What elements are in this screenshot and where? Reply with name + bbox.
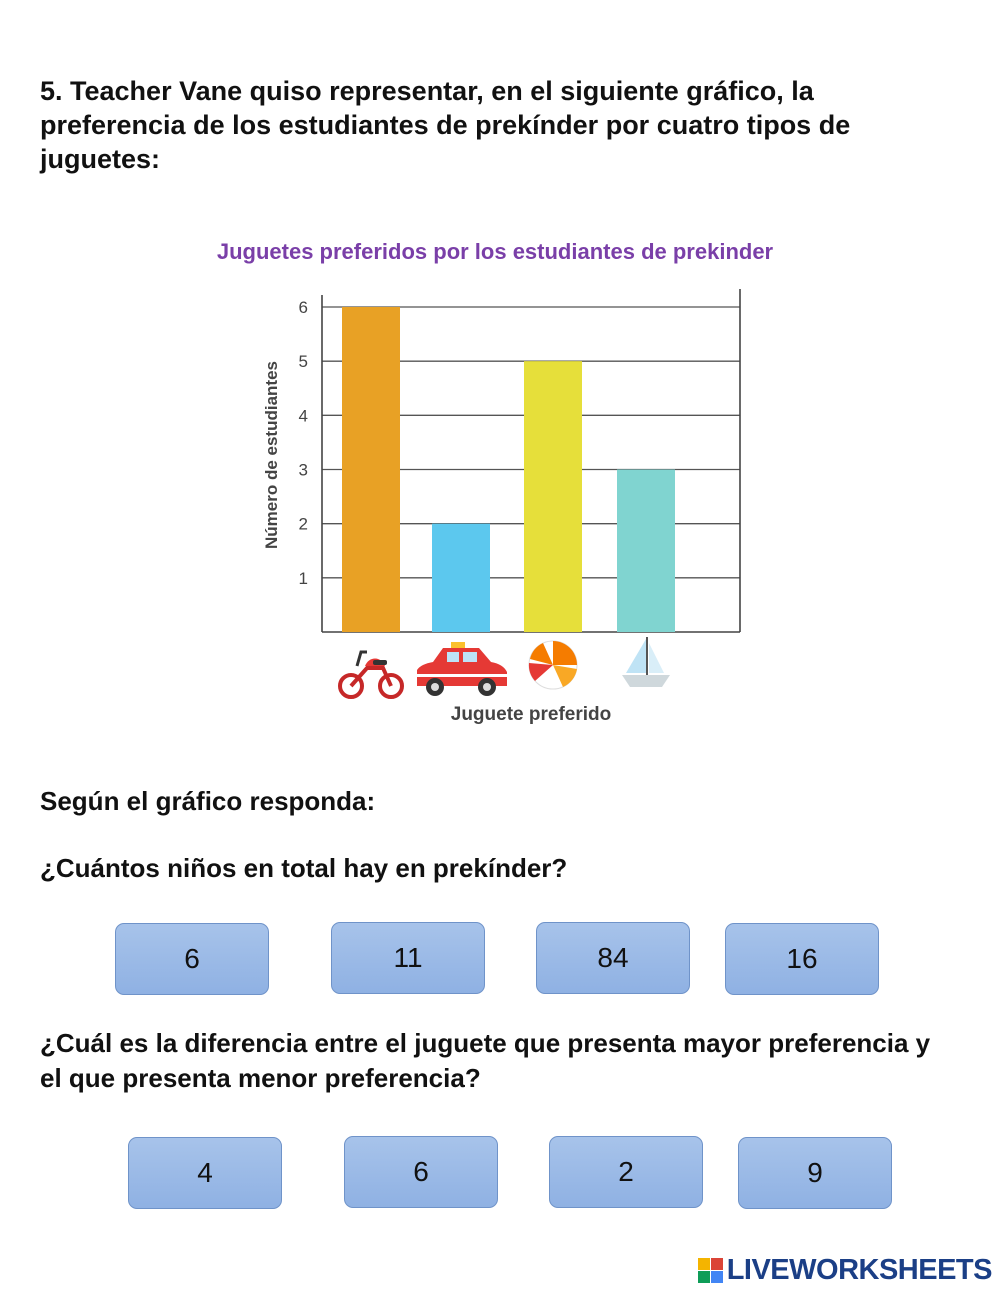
y-axis-label: Número de estudiantes bbox=[262, 361, 281, 549]
motorcycle-icon bbox=[340, 652, 402, 697]
bar-beach-ball bbox=[524, 361, 582, 632]
q2-option-2[interactable]: 6 bbox=[344, 1136, 498, 1208]
liveworksheets-logo-icon bbox=[698, 1258, 723, 1283]
q2-option-1[interactable]: 4 bbox=[128, 1137, 282, 1209]
bar-chart bbox=[250, 285, 750, 735]
liveworksheets-brand[interactable] bbox=[698, 1254, 992, 1287]
y-tick-label: 2 bbox=[298, 514, 308, 534]
q2-option-4[interactable]: 9 bbox=[738, 1137, 892, 1209]
q2-option-3[interactable]: 2 bbox=[549, 1136, 703, 1208]
car-icon bbox=[417, 642, 507, 696]
y-tick-label: 3 bbox=[298, 460, 308, 480]
y-tick-label: 4 bbox=[298, 406, 308, 426]
q1-option-2[interactable]: 11 bbox=[331, 922, 485, 994]
bar-sailboat bbox=[617, 470, 675, 633]
bar-car bbox=[432, 524, 490, 632]
q1-option-4[interactable]: 16 bbox=[725, 923, 879, 995]
beach-ball-icon bbox=[529, 641, 577, 689]
question-title: 5. Teacher Vane quiso representar, en el siguiente gráfico, la preferencia de los estudiantes de prekínder por cuatro tipos de juguetes: bbox=[40, 76, 851, 174]
question-1: ¿Cuántos niños en total hay en prekínder? bbox=[40, 853, 568, 883]
y-tick-label: 5 bbox=[298, 352, 308, 372]
q1-option-3[interactable]: 84 bbox=[536, 922, 690, 994]
question-2: ¿Cuál es la diferencia entre el juguete que presenta mayor preferencia y el que presenta menor preferencia? bbox=[40, 1028, 931, 1093]
sailboat-icon bbox=[622, 637, 670, 687]
x-axis-label: Juguete preferido bbox=[450, 704, 612, 725]
chart-title: Juguetes preferidos por los estudiantes de prekinder bbox=[216, 239, 774, 264]
bar-motorcycle bbox=[342, 307, 400, 632]
instruction-text: Según el gráfico responda: bbox=[40, 786, 376, 816]
y-tick-label: 6 bbox=[298, 298, 308, 317]
y-tick-label: 1 bbox=[298, 568, 308, 588]
brand-name: LIVEWORKSHEETS bbox=[726, 1254, 992, 1286]
q1-option-1[interactable]: 6 bbox=[115, 923, 269, 995]
